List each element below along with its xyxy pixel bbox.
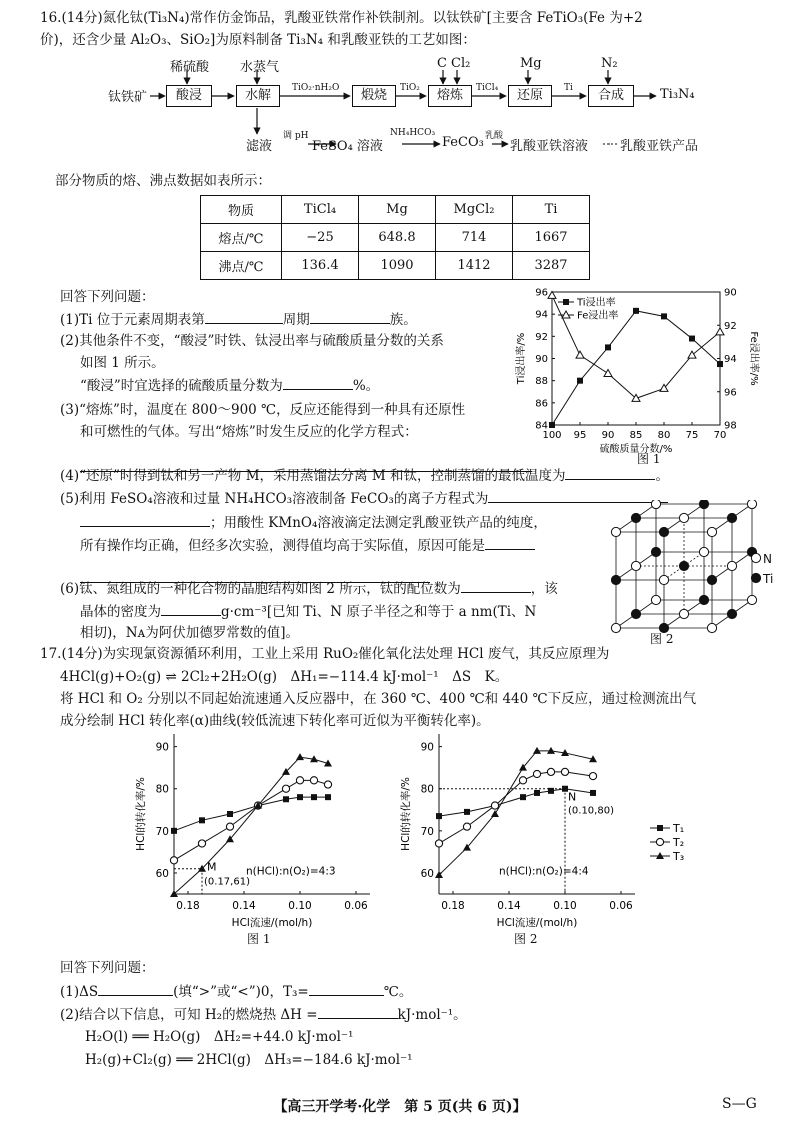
legend-ti: Ti — [763, 572, 774, 586]
q16-p6d: g·cm⁻³[已知 Ti、N 原子半径之和等于 a nm(Ti、N — [221, 604, 537, 620]
table-header: Mg — [359, 196, 436, 224]
q17-stem-1: 17.(14分)为实现氯资源循环利用，工业上采用 RuO₂催化氧化法处理 HCl 废气，其反应原理为 — [40, 646, 610, 662]
y-tick-label: 96 — [535, 287, 548, 299]
q16-p5c: 所有操作均正确，但经多次实验，测得值均高于实际值，原因可能是 — [80, 538, 485, 554]
q17-part2 — [60, 1004, 467, 1025]
annotation-coords: (0.17,61) — [204, 876, 250, 888]
data-point — [311, 794, 317, 800]
q16-stem-2: 价)，还含少量 Al₂O₃、SiO₂]为原料制备 Ti₃N₄ 和乳酸亚铁的工艺如图： — [40, 32, 476, 48]
flow-branch-feso4: FeSO₄ 溶液 — [312, 139, 383, 154]
flow-branch-lactic: 乳酸 — [485, 131, 504, 141]
table-header-row — [201, 196, 590, 224]
table-cell: 1412 — [436, 252, 513, 280]
flow-arrow-label-tio2: TiO₂ — [400, 83, 420, 93]
ti-atom — [699, 500, 708, 509]
data-point — [283, 796, 289, 802]
n-atom — [699, 547, 708, 556]
x-axis-label: HCl流速/(mol/h) — [496, 917, 578, 929]
data-point — [435, 840, 442, 847]
table-cell: 1667 — [513, 224, 590, 252]
melting-boiling-table — [200, 195, 590, 280]
answer-blank — [283, 375, 353, 390]
q16-part5-b — [80, 512, 547, 533]
flow-start: 钛铁矿 — [108, 90, 148, 105]
leaching-chart — [508, 280, 768, 475]
q17-p2a: (2)结合以下信息，可知 H₂的燃烧热 ΔH = — [60, 1007, 318, 1023]
flow-branch-product: 乳酸亚铁产品 — [620, 139, 699, 154]
q16-stem-1: 16.(14分)氮化钛(Ti₃N₄)常作仿金饰品，乳酸亚铁常作补铁制剂。以钛铁矿[主要含 FeTiO₃(Fe 为+2 — [40, 10, 643, 26]
legend-marker — [563, 299, 569, 305]
ti-atom — [679, 561, 688, 570]
n-atom — [611, 527, 620, 536]
flow-arrow-label-ticl4: TiCl₄ — [476, 83, 499, 93]
x-axis-label: HCl流速/(mol/h) — [231, 917, 313, 929]
answer-blank — [98, 981, 173, 996]
chart1-plot — [134, 734, 370, 929]
y-tick-label: 80 — [155, 783, 169, 796]
y-right-tick-label: 96 — [724, 387, 737, 399]
flow-step-reduce: 还原 — [508, 85, 552, 107]
data-point — [520, 794, 526, 800]
data-point — [589, 773, 596, 780]
chart2-caption: 图 2 — [514, 932, 538, 946]
x-tick-label: 0.18 — [441, 900, 465, 912]
n-atom — [679, 513, 688, 522]
q16-p1a: (1)Ti 位于元素周期表第 — [60, 312, 205, 328]
y-right-axis-label: Fe浸出率/% — [748, 331, 759, 386]
flow-input-acid: 稀硫酸 — [170, 60, 210, 75]
flow-branch-ph: 调 pH — [283, 131, 309, 141]
y-tick-label: 90 — [155, 741, 169, 754]
flow-arrow-label-tio2-hydrate: TiO₂·nH₂O — [292, 83, 340, 93]
legend-label: T₁ — [673, 822, 685, 835]
q16-p1c: 族。 — [389, 312, 417, 328]
annotation-label: N — [568, 790, 577, 804]
flow-end-product: Ti₃N₄ — [660, 87, 695, 102]
fig2-caption: 图 2 — [650, 632, 674, 646]
x-tick-label: 0.14 — [497, 900, 521, 912]
data-point — [590, 790, 596, 796]
ti-atom — [727, 609, 736, 618]
n-atom — [611, 623, 620, 632]
fig1-caption: 图 1 — [637, 452, 661, 466]
flow-step-hydrolysis: 水解 — [236, 85, 280, 107]
q17-eq1: H₂O(l) ══ H₂O(g) ΔH₂=+44.0 kJ·mol⁻¹ — [85, 1029, 354, 1045]
x-tick-label: 0.06 — [344, 900, 368, 912]
chart2-plot — [399, 734, 684, 929]
q17-answer-prompt: 回答下列问题： — [60, 960, 155, 976]
data-point — [170, 857, 177, 864]
data-point — [297, 794, 303, 800]
table-cell: 3287 — [513, 252, 590, 280]
q16-p5b: ；用酸性 KMnO₄溶液滴定法测定乳酸亚铁产品的纯度， — [210, 515, 547, 531]
flow-branch-feco3: FeCO₃ — [442, 135, 484, 150]
q16-p6c: 晶体的密度为 — [80, 604, 161, 620]
q16-p3b: 和可燃性的气体。写出“熔炼”时发生反应的化学方程式： — [80, 424, 418, 440]
answer-blank — [318, 1004, 398, 1019]
data-point — [436, 813, 442, 819]
x-tick-label: 80 — [657, 430, 671, 441]
x-tick-label: 85 — [629, 430, 643, 441]
series-line — [552, 311, 720, 425]
x-axis-label: 硫酸质量分数/% — [599, 444, 673, 455]
x-tick-label: 95 — [573, 430, 587, 441]
crystal-structure-diagram — [600, 500, 780, 640]
table-header: Ti — [513, 196, 590, 224]
table-cell: 熔点/℃ — [201, 224, 282, 252]
x-tick-label: 100 — [542, 430, 562, 441]
x-tick-label: 0.14 — [232, 900, 256, 912]
answer-blank — [309, 981, 384, 996]
ratio-note: n(HCl):n(O₂)=4:4 — [499, 865, 589, 878]
data-point — [227, 811, 233, 817]
flow-input-steam: 水蒸气 — [240, 60, 280, 75]
hcl-conversion-chart-1 — [130, 728, 390, 933]
q16-p6b: ，该 — [530, 581, 558, 597]
legend-label: Ti浸出率 — [577, 297, 616, 309]
data-point — [561, 768, 568, 775]
table-cell: 136.4 — [282, 252, 359, 280]
ti-atom — [699, 595, 708, 604]
flow-step-calcine: 煅烧 — [352, 85, 396, 107]
y-tick-label: 70 — [155, 825, 169, 838]
q16-part1 — [60, 309, 417, 330]
answer-blank — [485, 535, 535, 550]
n-atom — [651, 500, 660, 509]
q17-stem-4: 成分绘制 HCl 转化率(α)曲线(较低流速下转化率可近似为平衡转化率)。 — [60, 713, 490, 729]
x-tick-label: 0.10 — [288, 900, 312, 912]
data-point — [325, 794, 331, 800]
y-tick-label: 90 — [420, 741, 434, 754]
q16-p5a: (5)利用 FeSO₄溶液和过量 NH₄HCO₃溶液制备 FeCO₃的离子方程式为 — [60, 491, 489, 507]
ratio-note: n(HCl):n(O₂)=4:3 — [246, 865, 336, 878]
x-tick-label: 90 — [601, 430, 615, 441]
crystal-lattice — [611, 500, 760, 633]
data-point — [324, 781, 331, 788]
x-tick-label: 0.18 — [176, 900, 200, 912]
y-axis-label: HCl的转化率/% — [135, 777, 147, 851]
y-tick-label: 92 — [535, 331, 548, 343]
y-tick-label: 86 — [535, 398, 548, 410]
y-tick-label: 84 — [535, 420, 548, 432]
data-point — [576, 351, 584, 358]
y-tick-label: 60 — [420, 867, 434, 880]
ti-atom — [727, 513, 736, 522]
leaching-plot — [514, 288, 761, 456]
y-tick-label: 88 — [535, 376, 548, 388]
n-atom — [631, 561, 640, 570]
data-point — [605, 344, 611, 350]
data-point — [547, 768, 554, 775]
x-tick-label: 0.10 — [553, 900, 577, 912]
data-point — [716, 328, 724, 335]
data-point — [464, 809, 470, 815]
table-header: MgCl₂ — [436, 196, 513, 224]
table-cell: 648.8 — [359, 224, 436, 252]
data-point — [198, 840, 205, 847]
data-point — [689, 336, 695, 342]
q17-p1c: ℃。 — [383, 984, 413, 1000]
flow-step-smelt: 熔炼 — [428, 85, 472, 107]
answer-blank — [205, 309, 283, 324]
ti-atom — [631, 513, 640, 522]
y-right-tick-label: 98 — [724, 420, 737, 432]
data-point — [310, 777, 317, 784]
legend-marker — [657, 825, 663, 831]
legend-label: Fe浸出率 — [577, 310, 619, 322]
data-point — [491, 802, 498, 809]
q16-part5-c — [80, 535, 535, 556]
flow-branch-solution: 乳酸亚铁溶液 — [510, 139, 589, 154]
n-atom — [707, 623, 716, 632]
flow-arrow-label-ti: Ti — [564, 83, 573, 93]
legend-n-marker — [751, 553, 760, 562]
ti-atom — [707, 575, 716, 584]
q16-p2a: (2)其他条件不变，“酸浸”时铁、钛浸出率与硫酸质量分数的关系 — [60, 333, 444, 349]
q16-p2b: 如图 1 所示。 — [80, 355, 165, 371]
legend-marker — [656, 838, 663, 845]
table-cell: −25 — [282, 224, 359, 252]
q16-part6 — [60, 578, 558, 599]
series-line — [174, 780, 328, 860]
y-tick-label: 70 — [420, 825, 434, 838]
data-point — [717, 361, 723, 367]
data-point — [661, 313, 667, 319]
ti-atom — [651, 547, 660, 556]
flow-input-mg: Mg — [520, 56, 542, 71]
q16-part6-b — [80, 601, 536, 622]
n-atom — [707, 527, 716, 536]
data-point — [577, 378, 583, 384]
n-atom — [679, 609, 688, 618]
data-point — [296, 753, 304, 760]
n-atom — [651, 595, 660, 604]
q17-part1 — [60, 981, 412, 1002]
q17-p2b: kJ·mol⁻¹。 — [397, 1007, 467, 1023]
q16-p6a: (6)钛、氮组成的一种化合物的晶胞结构如图 2 所示，钛的配位数为 — [60, 581, 461, 597]
q16-answer-prompt: 回答下列问题： — [60, 289, 155, 305]
x-tick-label: 70 — [713, 430, 727, 441]
data-point — [547, 747, 555, 754]
q16-p4b: 。 — [655, 468, 669, 484]
answer-blank — [310, 309, 390, 324]
x-tick-label: 75 — [685, 430, 699, 441]
annotation-coords: (0.10,80) — [568, 805, 614, 817]
q17-p1b: (填“>”或“<”)0，T₃= — [173, 984, 309, 1000]
n-atom — [747, 500, 756, 509]
legend-label: T₂ — [673, 836, 685, 849]
ti-atom — [631, 609, 640, 618]
table-cell: 714 — [436, 224, 513, 252]
answer-blank — [565, 465, 655, 480]
answer-blank — [161, 601, 221, 616]
flow-input-cl2: Cl₂ — [451, 56, 471, 71]
q16-part2-answer — [80, 375, 379, 396]
q16-p1b: 周期 — [282, 312, 310, 328]
y-right-tick-label: 94 — [724, 354, 737, 365]
y-tick-label: 94 — [535, 309, 548, 321]
answer-blank — [80, 512, 210, 527]
annotation-label: M — [207, 860, 217, 874]
chart1-caption: 图 1 — [247, 932, 271, 946]
n-atom — [747, 595, 756, 604]
data-point — [633, 308, 639, 314]
data-point — [491, 810, 499, 817]
data-point — [199, 817, 205, 823]
n-atom — [727, 561, 736, 570]
flow-branch-nh4hco3: NH₄HCO₃ — [390, 128, 436, 138]
q17-stem-3: 将 HCl 和 O₂ 分别以不同起始流速通入反应器中，在 360 ℃、400 ℃和 440 ℃下反应，通过检测流出气 — [60, 691, 697, 707]
table-header: 物质 — [201, 196, 282, 224]
flow-step-synthesize: 合成 — [588, 85, 634, 107]
y-tick-label: 90 — [535, 354, 548, 365]
y-tick-label: 80 — [420, 783, 434, 796]
legend-n: N — [763, 552, 772, 566]
q17-eq2: H₂(g)+Cl₂(g) ══ 2HCl(g) ΔH₃=−184.6 kJ·mol⁻¹ — [85, 1052, 413, 1068]
hcl-conversion-chart-2 — [395, 728, 720, 933]
y-axis-label: HCl的转化率/% — [400, 777, 412, 851]
table-row — [201, 252, 590, 280]
q16-p4a: (4)“还原”时得到钛和另一产物 M，采用蒸馏法分离 M 和钛，控制蒸馏的最低温度为 — [60, 468, 566, 484]
data-point — [533, 770, 540, 777]
table-header: TiCl₄ — [282, 196, 359, 224]
q16-p6e: 相切)，Nᴀ为阿伏加德罗常数的值]。 — [80, 625, 299, 641]
data-point — [171, 828, 177, 834]
q16-p2c: “酸浸”时宜选择的硫酸质量分数为 — [80, 378, 283, 394]
ti-atom — [659, 527, 668, 536]
table-row — [201, 224, 590, 252]
q16-part4 — [60, 465, 669, 486]
table-cell: 1090 — [359, 252, 436, 280]
flow-step-acid-leach: 酸浸 — [166, 85, 212, 107]
y-right-tick-label: 90 — [724, 287, 737, 299]
answer-blank — [461, 578, 531, 593]
flow-input-n2: N₂ — [601, 56, 618, 71]
x-tick-label: 0.06 — [609, 900, 633, 912]
flow-branch-filtrate: 滤液 — [246, 139, 273, 154]
data-point — [282, 785, 289, 792]
q17-p1a: (1)ΔS — [60, 984, 99, 1000]
table-cell: 沸点/℃ — [201, 252, 282, 280]
footer-code: S—G — [722, 1096, 757, 1112]
data-point — [519, 777, 526, 784]
page-footer: 【高三开学考·化学 第 5 页(共 6 页)】 — [273, 1099, 527, 1115]
y-tick-label: 60 — [155, 867, 169, 880]
table-intro: 部分物质的熔、沸点数据如表所示： — [55, 173, 271, 189]
y-right-tick-label: 92 — [724, 320, 737, 332]
q16-p2d: %。 — [352, 378, 380, 394]
data-point — [549, 422, 555, 428]
data-point — [534, 790, 540, 796]
y-axis-label: Ti浸出率/% — [516, 332, 527, 385]
q16-part5 — [60, 488, 668, 509]
ti-atom — [611, 575, 620, 584]
flow-input-c: C — [437, 56, 447, 71]
data-point — [296, 777, 303, 784]
q17-equation: 4HCl(g)+O₂(g) ⇌ 2Cl₂+2H₂O(g) ΔH₁=−114.4 kJ·mol⁻¹ ΔS K。 — [60, 669, 509, 685]
data-point — [533, 747, 541, 754]
data-point — [226, 823, 233, 830]
legend-ti-marker — [751, 573, 760, 582]
q16-p3a: (3)“熔炼”时，温度在 800～900 ℃，反应还能得到一种具有还原性 — [60, 402, 466, 418]
n-atom — [659, 575, 668, 584]
data-point — [463, 823, 470, 830]
legend-label: T₃ — [673, 850, 685, 863]
data-point — [604, 369, 612, 376]
